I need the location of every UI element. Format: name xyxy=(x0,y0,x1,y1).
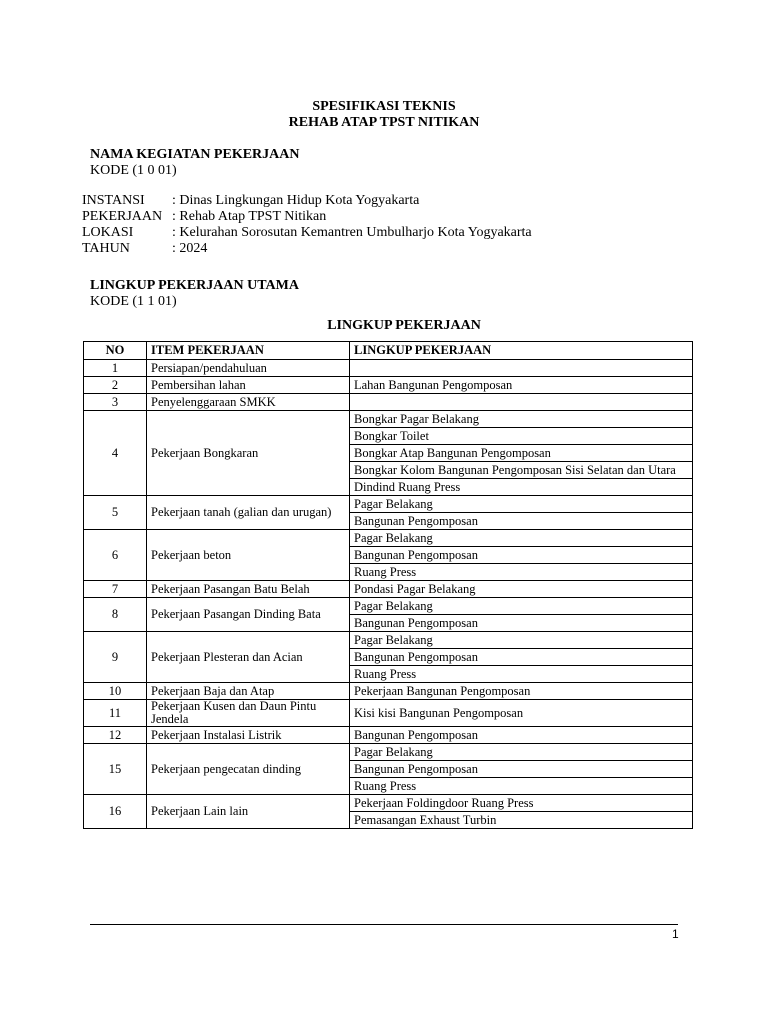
cell-scope xyxy=(350,360,693,377)
cell-no: 12 xyxy=(84,727,147,744)
cell-scope: Pondasi Pagar Belakang xyxy=(350,581,693,598)
cell-scope xyxy=(350,394,693,411)
cell-item: Pembersihan lahan xyxy=(147,377,350,394)
cell-item: Persiapan/pendahuluan xyxy=(147,360,350,377)
info-key: LOKASI xyxy=(82,225,134,240)
cell-no: 4 xyxy=(84,411,147,496)
page-number: 1 xyxy=(672,927,679,941)
cell-scope: Bongkar Atap Bangunan Pengomposan xyxy=(350,445,693,462)
cell-no: 5 xyxy=(84,496,147,530)
table-row xyxy=(84,744,693,761)
info-value: : Kelurahan Sorosutan Kemantren Umbulharjo Kota Yogyakarta xyxy=(172,225,532,240)
table-body xyxy=(84,360,693,829)
cell-item: Pekerjaan Lain lain xyxy=(147,795,350,829)
footer-divider xyxy=(90,924,678,925)
section-main-scope-code: KODE (1 1 01) xyxy=(90,294,177,309)
cell-scope: Pagar Belakang xyxy=(350,598,693,615)
table-row xyxy=(84,598,693,615)
table-row xyxy=(84,530,693,547)
cell-scope: Pagar Belakang xyxy=(350,744,693,761)
info-row-tahun xyxy=(82,241,532,257)
section-activity xyxy=(90,147,300,179)
section-activity-heading: NAMA KEGIATAN PEKERJAAN xyxy=(90,147,300,162)
cell-item: Pekerjaan Bongkaran xyxy=(147,411,350,496)
info-key: INSTANSI xyxy=(82,193,145,208)
cell-no: 15 xyxy=(84,744,147,795)
cell-no: 7 xyxy=(84,581,147,598)
document-title xyxy=(0,99,768,131)
cell-scope: Bongkar Toilet xyxy=(350,428,693,445)
table-row xyxy=(84,795,693,812)
scope-table xyxy=(83,341,693,829)
info-key: PEKERJAAN xyxy=(82,209,163,224)
cell-item: Pekerjaan beton xyxy=(147,530,350,581)
table-row xyxy=(84,581,693,598)
cell-item: Penyelenggaraan SMKK xyxy=(147,394,350,411)
cell-item: Pekerjaan tanah (galian dan urugan) xyxy=(147,496,350,530)
header-scope: LINGKUP PEKERJAAN xyxy=(350,342,693,360)
cell-no: 2 xyxy=(84,377,147,394)
section-main-scope-heading: LINGKUP PEKERJAAN UTAMA xyxy=(90,278,299,293)
cell-scope: Lahan Bangunan Pengomposan xyxy=(350,377,693,394)
cell-no: 10 xyxy=(84,683,147,700)
cell-item: Pekerjaan Baja dan Atap xyxy=(147,683,350,700)
cell-scope: Pekerjaan Bangunan Pengomposan xyxy=(350,683,693,700)
table-header-row xyxy=(84,342,693,360)
table-row xyxy=(84,411,693,428)
table-row xyxy=(84,394,693,411)
header-item: ITEM PEKERJAAN xyxy=(147,342,350,360)
info-row-pekerjaan xyxy=(82,209,532,225)
cell-scope: Pagar Belakang xyxy=(350,632,693,649)
table-row xyxy=(84,496,693,513)
cell-no: 11 xyxy=(84,700,147,727)
cell-item: Pekerjaan pengecatan dinding xyxy=(147,744,350,795)
table-row xyxy=(84,683,693,700)
info-value: : Dinas Lingkungan Hidup Kota Yogyakarta xyxy=(172,193,420,208)
cell-scope: Pemasangan Exhaust Turbin xyxy=(350,812,693,829)
cell-scope: Ruang Press xyxy=(350,564,693,581)
cell-scope: Kisi kisi Bangunan Pengomposan xyxy=(350,700,693,727)
cell-scope: Pagar Belakang xyxy=(350,496,693,513)
info-row-lokasi xyxy=(82,225,532,241)
cell-no: 6 xyxy=(84,530,147,581)
cell-scope: Bangunan Pengomposan xyxy=(350,547,693,564)
cell-scope: Pagar Belakang xyxy=(350,530,693,547)
cell-no: 16 xyxy=(84,795,147,829)
table-row xyxy=(84,727,693,744)
cell-scope: Dindind Ruang Press xyxy=(350,479,693,496)
cell-scope: Bongkar Pagar Belakang xyxy=(350,411,693,428)
cell-no: 9 xyxy=(84,632,147,683)
cell-scope: Pekerjaan Foldingdoor Ruang Press xyxy=(350,795,693,812)
header-no: NO xyxy=(84,342,147,360)
title-line-1: SPESIFIKASI TEKNIS xyxy=(312,99,456,114)
table-row xyxy=(84,377,693,394)
cell-scope: Bangunan Pengomposan xyxy=(350,727,693,744)
cell-item: Pekerjaan Instalasi Listrik xyxy=(147,727,350,744)
cell-scope: Bangunan Pengomposan xyxy=(350,649,693,666)
info-key: TAHUN xyxy=(82,241,130,256)
section-activity-code: KODE (1 0 01) xyxy=(90,163,177,178)
cell-scope: Ruang Press xyxy=(350,778,693,795)
cell-scope: Bangunan Pengomposan xyxy=(350,513,693,530)
cell-no: 1 xyxy=(84,360,147,377)
cell-scope: Bongkar Kolom Bangunan Pengomposan Sisi Selatan dan Utara xyxy=(350,462,693,479)
section-main-scope xyxy=(90,278,299,310)
cell-scope: Bangunan Pengomposan xyxy=(350,761,693,778)
cell-item: Pekerjaan Pasangan Batu Belah xyxy=(147,581,350,598)
info-row-instansi xyxy=(82,193,532,209)
table-row xyxy=(84,700,693,727)
table-row xyxy=(84,632,693,649)
cell-item: Pekerjaan Kusen dan Daun Pintu Jendela xyxy=(147,700,350,727)
cell-scope: Ruang Press xyxy=(350,666,693,683)
title-line-2: REHAB ATAP TPST NITIKAN xyxy=(288,115,480,130)
cell-scope: Bangunan Pengomposan xyxy=(350,615,693,632)
project-info xyxy=(82,193,532,257)
info-value: : 2024 xyxy=(172,241,208,256)
cell-item: Pekerjaan Plesteran dan Acian xyxy=(147,632,350,683)
info-value: : Rehab Atap TPST Nitikan xyxy=(172,209,327,224)
table-caption: LINGKUP PEKERJAAN xyxy=(327,318,481,333)
cell-item: Pekerjaan Pasangan Dinding Bata xyxy=(147,598,350,632)
cell-no: 8 xyxy=(84,598,147,632)
table-row xyxy=(84,360,693,377)
cell-no: 3 xyxy=(84,394,147,411)
